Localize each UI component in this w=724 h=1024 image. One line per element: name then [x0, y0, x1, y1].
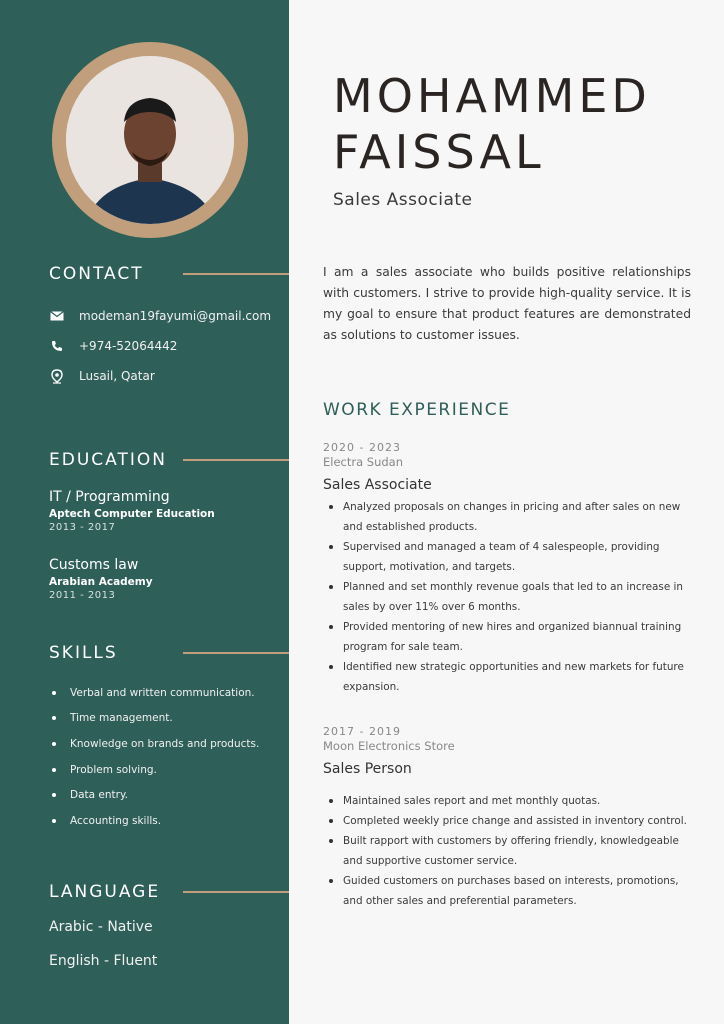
sidebar — [0, 0, 289, 1024]
contact-phone-text: +974-52064442 — [79, 339, 178, 353]
envelope-icon — [49, 309, 65, 323]
job-company: Electra Sudan — [323, 455, 404, 469]
contact-location-text: Lusail, Qatar — [79, 369, 155, 383]
education-school: Aptech Computer Education — [49, 508, 215, 520]
work-experience-heading: WORK EXPERIENCE — [323, 400, 511, 420]
language-item: Arabic - Native — [49, 919, 153, 935]
language-item: English - Fluent — [49, 953, 158, 969]
location-pin-icon — [49, 369, 65, 383]
skill-item: Verbal and written communication. — [49, 680, 259, 706]
job-bullet: Built rapport with customers by offering friendly, knowledgeable and supportive customer service. — [323, 831, 695, 871]
job-years: 2017 - 2019 — [323, 725, 401, 738]
language-divider — [183, 891, 289, 893]
name-last: FAISSAL — [333, 125, 545, 179]
contact-divider — [183, 273, 289, 275]
job-bullets — [323, 791, 695, 911]
profile-photo-ring — [52, 42, 248, 238]
job-bullet: Guided customers on purchases based on interests, promotions, and other sales and preferential parameters. — [323, 871, 695, 911]
job-role: Sales Person — [323, 761, 412, 777]
job-bullet: Completed weekly price change and assisted in inventory control. — [323, 811, 695, 831]
profile-summary: I am a sales associate who builds positive relationships with customers. I strive to provide high-quality service. It is my goal to ensure that product features are demonstrated as solutions to customer issues. — [323, 265, 691, 342]
job-title: Sales Associate — [333, 190, 473, 210]
skills-heading: SKILLS — [49, 643, 118, 663]
job-bullet: Analyzed proposals on changes in pricing and after sales on new and established products. — [323, 497, 695, 537]
name-first: MOHAMMED — [333, 69, 651, 123]
contact-location — [49, 369, 155, 383]
education-heading: EDUCATION — [49, 450, 167, 470]
phone-icon — [49, 339, 65, 353]
contact-email[interactable] — [49, 309, 271, 323]
education-item — [49, 489, 215, 533]
job-years: 2020 - 2023 — [323, 441, 401, 454]
education-years: 2013 - 2017 — [49, 522, 116, 533]
avatar — [66, 56, 234, 224]
job-bullet: Provided mentoring of new hires and organized biannual training program for sale team. — [323, 617, 695, 657]
job-role: Sales Associate — [323, 477, 432, 493]
education-degree: IT / Programming — [49, 489, 170, 505]
job-bullet: Supervised and managed a team of 4 salespeople, providing support, motivation, and targets. — [323, 537, 695, 577]
skill-item: Data entry. — [49, 782, 259, 808]
profile-photo — [66, 56, 234, 224]
skill-item: Accounting skills. — [49, 808, 259, 834]
job-entry — [323, 441, 695, 697]
skill-item: Problem solving. — [49, 757, 259, 783]
contact-heading: CONTACT — [49, 264, 144, 284]
job-bullets — [323, 497, 695, 697]
contact-email-text: modeman19fayumi@gmail.com — [79, 309, 272, 323]
skills-list — [49, 680, 259, 834]
resume-name — [333, 68, 651, 180]
education-degree: Customs law — [49, 557, 139, 573]
language-heading: LANGUAGE — [49, 882, 161, 902]
education-item — [49, 557, 153, 601]
education-divider — [183, 459, 289, 461]
job-company: Moon Electronics Store — [323, 739, 455, 753]
job-bullet: Maintained sales report and met monthly quotas. — [323, 791, 695, 811]
skills-divider — [183, 652, 289, 654]
job-bullet: Identified new strategic opportunities and new markets for future expansion. — [323, 657, 695, 697]
skill-item: Time management. — [49, 706, 259, 732]
contact-phone[interactable] — [49, 339, 177, 353]
education-school: Arabian Academy — [49, 576, 153, 588]
job-bullet: Planned and set monthly revenue goals that led to an increase in sales by over 11% over 6 months. — [323, 577, 695, 617]
education-years: 2011 - 2013 — [49, 590, 116, 601]
skill-item: Knowledge on brands and products. — [49, 731, 259, 757]
job-entry — [323, 725, 695, 911]
